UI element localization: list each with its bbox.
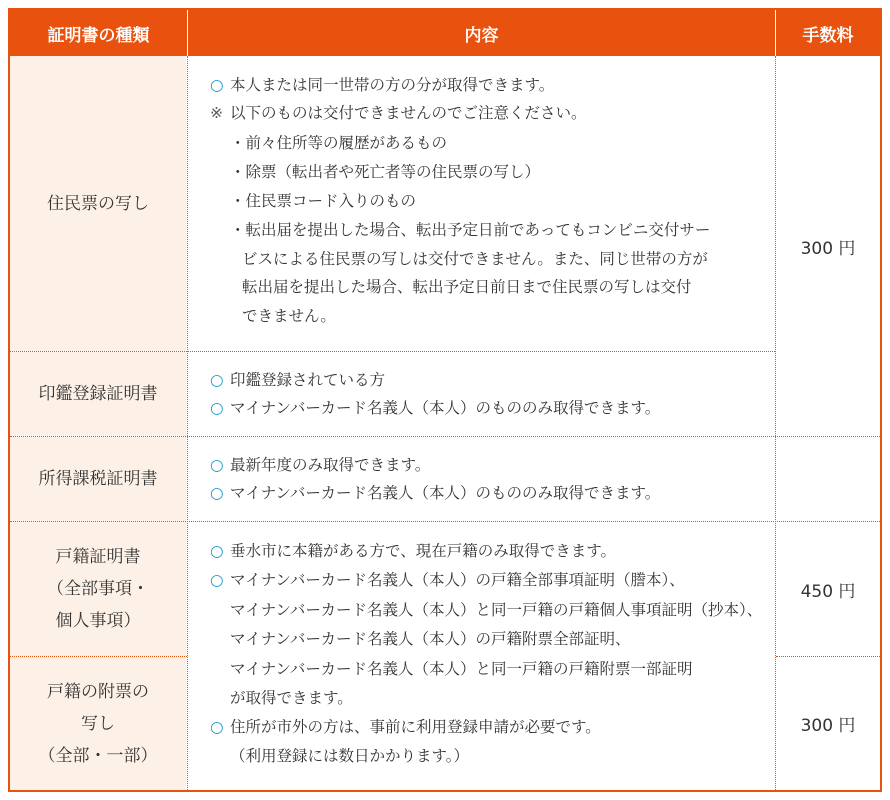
content-line: が取得できます。 [230,689,353,707]
column-divider [775,56,776,790]
row-content-shotoku [188,437,775,521]
content-line: （利用登録には数日かかります。） [230,747,470,765]
content-line: ○ 垂水市に本籍がある方で、現在戸籍のみ取得できます。 [210,542,616,560]
header-divider [775,10,776,56]
fee-cell: 450 円 [800,581,856,602]
content-line: ○ 印鑑登録されている方 [210,371,386,389]
header-content: 内容 [188,10,775,56]
content-line: ビスによる住民票の写しは交付できません。また、同じ世帯の方が [242,250,708,268]
header-divider [187,10,188,56]
row-label-fuhyo: 戸籍の附票の 写し （全部・一部） [10,657,186,790]
row-content-juminhyo [188,56,775,351]
content-line: ○ マイナンバーカード名義人（本人）の戸籍全部事項証明（謄本）、 [210,571,685,589]
row-divider [10,656,187,657]
content-line: ・除票（転出者や死亡者等の住民票の写し） [230,163,541,181]
content-line: ○ 本人または同一世帯の方の分が取得できます。 [210,76,555,94]
content-line: マイナンバーカード名義人（本人）の戸籍附票全部証明、 [230,630,631,648]
row-label-shotoku: 所得課税証明書 [10,437,186,521]
content-line: マイナンバーカード名義人（本人）と同一戸籍の戸籍附票一部証明 [230,660,693,678]
row-divider [10,436,880,437]
content-line: できません。 [242,307,336,325]
content-line: ○ マイナンバーカード名義人（本人）のもののみ取得できます。 [210,484,661,502]
row-label-inkan: 印鑑登録証明書 [10,352,186,436]
column-divider [187,56,188,790]
certificate-table [8,8,882,792]
row-label-juminhyo: 住民票の写し [10,56,186,351]
content-line: 転出届を提出した場合、転出予定日前日まで住民票の写しは交付 [242,278,692,296]
content-line: ※ 以下のものは交付できませんのでご注意ください。 [210,104,587,122]
content-line: マイナンバーカード名義人（本人）と同一戸籍の戸籍個人事項証明（抄本）、 [230,601,763,619]
content-line: ○ 住所が市外の方は、事前に利用登録申請が必要です。 [210,718,601,736]
row-content-koseki [188,522,775,790]
row-divider [776,656,880,657]
row-divider [10,521,880,522]
header-fee: 手数料 [776,10,880,56]
content-line: ○ マイナンバーカード名義人（本人）のもののみ取得できます。 [210,399,661,417]
content-line: ・転出届を提出した場合、転出予定日前であってもコンビニ交付サー [230,221,711,239]
content-line: ○ 最新年度のみ取得できます。 [210,456,431,474]
row-label-koseki: 戸籍証明書 （全部事項・ 個人事項） [10,522,186,656]
row-content-inkan [188,352,775,436]
header-type: 証明書の種類 [10,10,187,56]
fee-cell: 300 円 [800,238,856,259]
content-line: ・前々住所等の履歴があるもの [230,134,448,152]
content-line: ・住民票コード入りのもの [230,192,417,210]
fee-cell: 300 円 [800,716,856,736]
row-divider [10,351,775,352]
